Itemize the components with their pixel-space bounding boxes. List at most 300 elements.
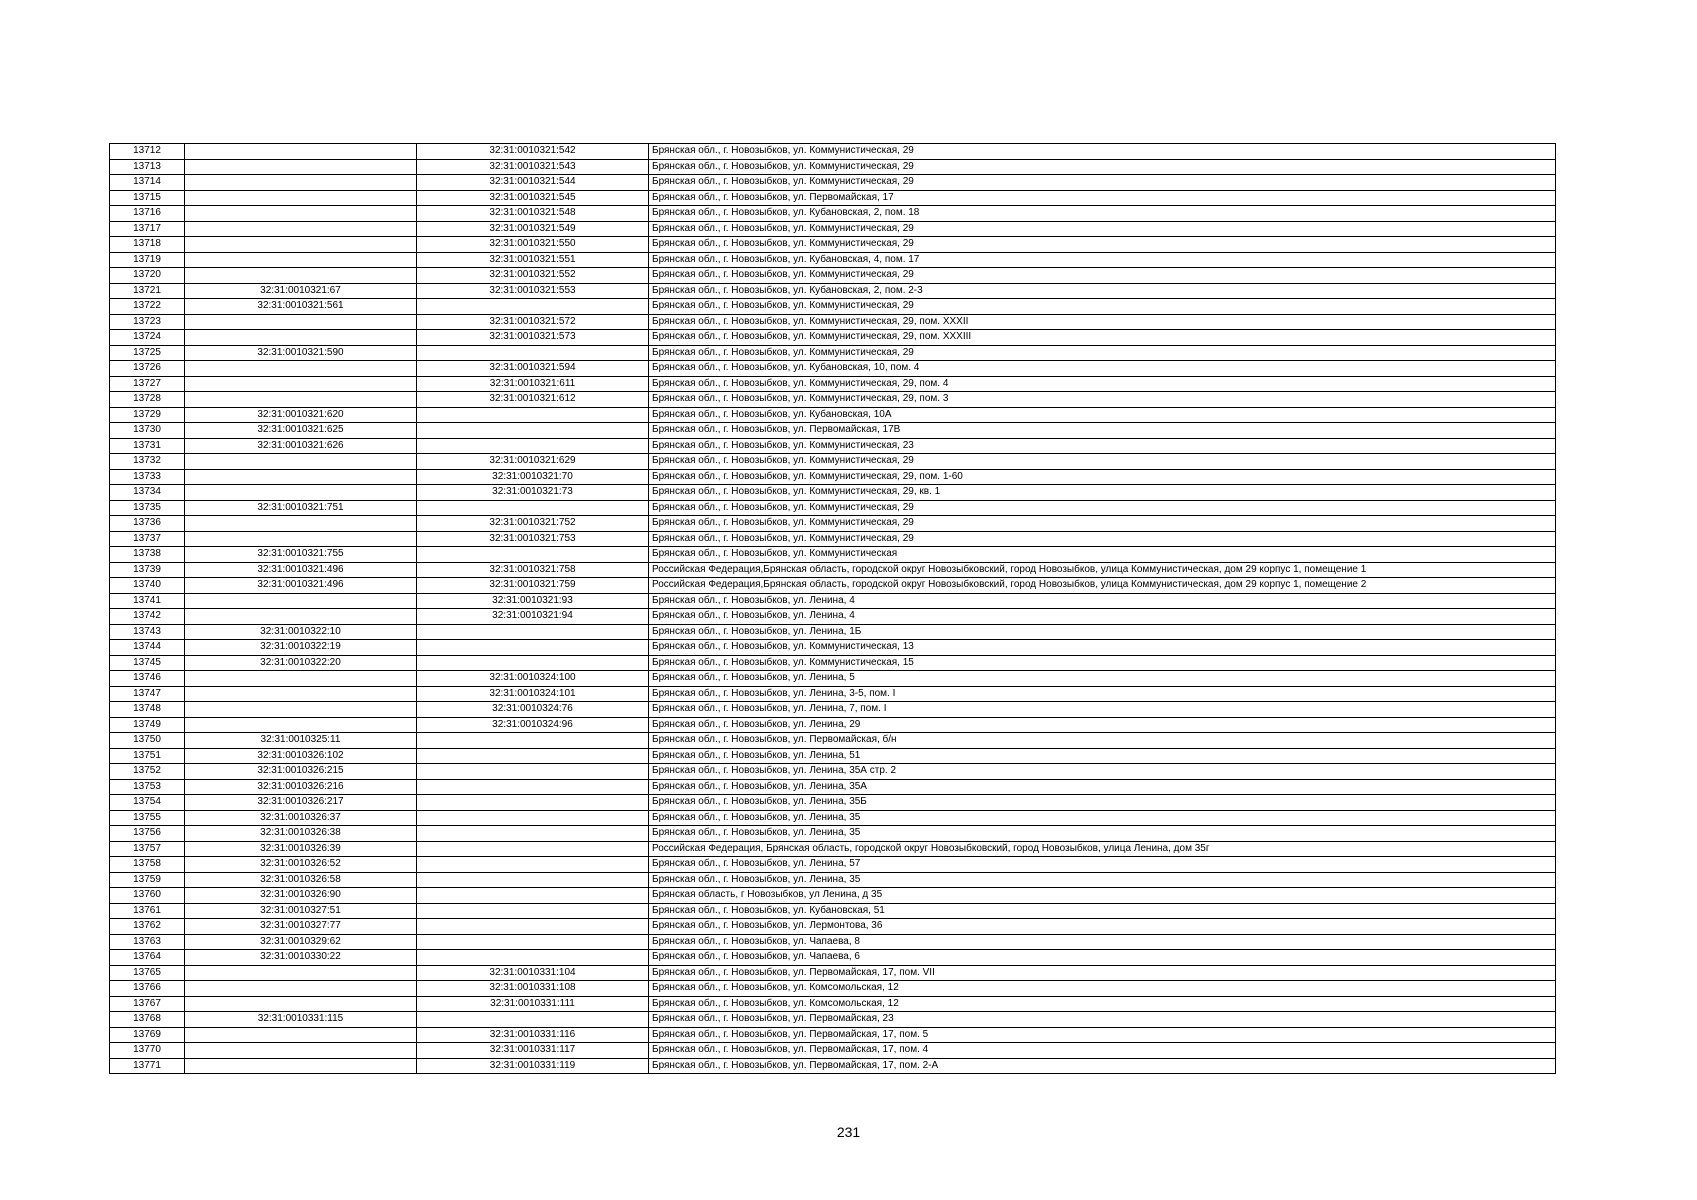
table-row	[110, 996, 1556, 1012]
row-number-cell: 13744	[110, 640, 185, 656]
object-number-cell	[417, 733, 649, 749]
table-row	[110, 965, 1556, 981]
address-cell: Брянская обл., г. Новозыбков, ул. Коммунистическая, 23	[649, 438, 1556, 454]
row-number-cell: 13725	[110, 345, 185, 361]
row-number-cell: 13754	[110, 795, 185, 811]
object-number-cell	[417, 950, 649, 966]
row-number-cell: 13758	[110, 857, 185, 873]
parcel-number-cell: 32:31:0010326:215	[185, 764, 417, 780]
table-row	[110, 438, 1556, 454]
address-cell: Брянская обл., г. Новозыбков, ул. Ленина, 4	[649, 609, 1556, 625]
row-number-cell: 13760	[110, 888, 185, 904]
address-cell: Брянская обл., г. Новозыбков, ул. Чапаева, 6	[649, 950, 1556, 966]
address-cell: Брянская обл., г. Новозыбков, ул. Ленина, 35А стр. 2	[649, 764, 1556, 780]
parcel-number-cell: 32:31:0010321:755	[185, 547, 417, 563]
parcel-number-cell: 32:31:0010326:38	[185, 826, 417, 842]
row-number-cell: 13717	[110, 221, 185, 237]
row-number-cell: 13722	[110, 299, 185, 315]
object-number-cell	[417, 640, 649, 656]
parcel-number-cell	[185, 144, 417, 160]
table-row	[110, 469, 1556, 485]
table-row	[110, 407, 1556, 423]
address-cell: Брянская обл., г. Новозыбков, ул. Коммунистическая, 29, пом. 1-60	[649, 469, 1556, 485]
object-number-cell: 32:31:0010321:759	[417, 578, 649, 594]
object-number-cell: 32:31:0010321:629	[417, 454, 649, 470]
parcel-number-cell	[185, 531, 417, 547]
address-cell: Брянская обл., г. Новозыбков, ул. Коммунистическая, 29	[649, 268, 1556, 284]
cadastral-table-body	[110, 144, 1556, 1074]
address-cell: Брянская обл., г. Новозыбков, ул. Коммунистическая, 29	[649, 500, 1556, 516]
object-number-cell: 32:31:0010321:552	[417, 268, 649, 284]
object-number-cell: 32:31:0010321:550	[417, 237, 649, 253]
parcel-number-cell	[185, 361, 417, 377]
row-number-cell: 13733	[110, 469, 185, 485]
address-cell: Брянская обл., г. Новозыбков, ул. Ленина, 35А	[649, 779, 1556, 795]
address-cell: Брянская обл., г. Новозыбков, ул. Ленина, 3-5, пом. I	[649, 686, 1556, 702]
table-row	[110, 206, 1556, 222]
parcel-number-cell	[185, 314, 417, 330]
object-number-cell: 32:31:0010321:544	[417, 175, 649, 191]
parcel-number-cell	[185, 330, 417, 346]
table-row	[110, 950, 1556, 966]
address-cell: Брянская обл., г. Новозыбков, ул. Первомайская, 23	[649, 1012, 1556, 1028]
row-number-cell: 13764	[110, 950, 185, 966]
table-row	[110, 919, 1556, 935]
table-row	[110, 1012, 1556, 1028]
row-number-cell: 13730	[110, 423, 185, 439]
object-number-cell	[417, 438, 649, 454]
parcel-number-cell	[185, 252, 417, 268]
object-number-cell: 32:31:0010321:94	[417, 609, 649, 625]
table-row	[110, 981, 1556, 997]
parcel-number-cell: 32:31:0010327:51	[185, 903, 417, 919]
parcel-number-cell: 32:31:0010326:90	[185, 888, 417, 904]
address-cell: Брянская обл., г. Новозыбков, ул. Ленина, 35	[649, 810, 1556, 826]
address-cell: Брянская обл., г. Новозыбков, ул. Коммунистическая, 29	[649, 144, 1556, 160]
row-number-cell: 13770	[110, 1043, 185, 1059]
address-cell: Брянская обл., г. Новозыбков, ул. Ленина, 35	[649, 826, 1556, 842]
table-row	[110, 392, 1556, 408]
address-cell: Брянская обл., г. Новозыбков, ул. Ленина, 35Б	[649, 795, 1556, 811]
row-number-cell: 13766	[110, 981, 185, 997]
object-number-cell	[417, 423, 649, 439]
row-number-cell: 13737	[110, 531, 185, 547]
parcel-number-cell: 32:31:0010326:39	[185, 841, 417, 857]
address-cell: Брянская обл., г. Новозыбков, ул. Чапаева, 8	[649, 934, 1556, 950]
table-row	[110, 624, 1556, 640]
table-row	[110, 299, 1556, 315]
address-cell: Брянская обл., г. Новозыбков, ул. Коммунистическая, 29, пом. XXXIII	[649, 330, 1556, 346]
parcel-number-cell	[185, 469, 417, 485]
object-number-cell	[417, 919, 649, 935]
table-row	[110, 283, 1556, 299]
address-cell: Брянская обл., г. Новозыбков, ул. Коммунистическая	[649, 547, 1556, 563]
table-row	[110, 144, 1556, 160]
row-number-cell: 13769	[110, 1027, 185, 1043]
parcel-number-cell: 32:31:0010321:496	[185, 578, 417, 594]
row-number-cell: 13720	[110, 268, 185, 284]
address-cell: Брянская обл., г. Новозыбков, ул. Коммунистическая, 13	[649, 640, 1556, 656]
row-number-cell: 13752	[110, 764, 185, 780]
table-row	[110, 748, 1556, 764]
parcel-number-cell	[185, 516, 417, 532]
object-number-cell	[417, 407, 649, 423]
table-row	[110, 671, 1556, 687]
object-number-cell: 32:31:0010331:104	[417, 965, 649, 981]
table-row	[110, 810, 1556, 826]
table-row	[110, 361, 1556, 377]
object-number-cell: 32:31:0010321:551	[417, 252, 649, 268]
table-row	[110, 578, 1556, 594]
row-number-cell: 13732	[110, 454, 185, 470]
object-number-cell	[417, 934, 649, 950]
table-row	[110, 345, 1556, 361]
table-row	[110, 593, 1556, 609]
address-cell: Брянская обл., г. Новозыбков, ул. Ленина, 5	[649, 671, 1556, 687]
address-cell: Брянская область, г Новозыбков, ул Ленина, д 35	[649, 888, 1556, 904]
address-cell: Брянская обл., г. Новозыбков, ул. Кубановская, 51	[649, 903, 1556, 919]
object-number-cell	[417, 299, 649, 315]
row-number-cell: 13712	[110, 144, 185, 160]
object-number-cell	[417, 779, 649, 795]
address-cell: Брянская обл., г. Новозыбков, ул. Ленина, 4	[649, 593, 1556, 609]
parcel-number-cell	[185, 392, 417, 408]
address-cell: Российская Федерация,Брянская область, городской округ Новозыбковский, город Новозыбков, улица Коммунистическая, дом 29 корпус 1, помещение 1	[649, 562, 1556, 578]
object-number-cell	[417, 888, 649, 904]
object-number-cell: 32:31:0010321:93	[417, 593, 649, 609]
address-cell: Брянская обл., г. Новозыбков, ул. Ленина, 35	[649, 872, 1556, 888]
parcel-number-cell	[185, 671, 417, 687]
object-number-cell: 32:31:0010321:548	[417, 206, 649, 222]
table-row	[110, 485, 1556, 501]
row-number-cell: 13761	[110, 903, 185, 919]
parcel-number-cell: 32:31:0010321:625	[185, 423, 417, 439]
address-cell: Брянская обл., г. Новозыбков, ул. Лермонтова, 36	[649, 919, 1556, 935]
row-number-cell: 13726	[110, 361, 185, 377]
row-number-cell: 13713	[110, 159, 185, 175]
object-number-cell: 32:31:0010321:542	[417, 144, 649, 160]
table-row	[110, 764, 1556, 780]
table-row	[110, 159, 1556, 175]
parcel-number-cell: 32:31:0010321:620	[185, 407, 417, 423]
object-number-cell: 32:31:0010321:612	[417, 392, 649, 408]
parcel-number-cell: 32:31:0010321:561	[185, 299, 417, 315]
row-number-cell: 13729	[110, 407, 185, 423]
table-row	[110, 190, 1556, 206]
table-row	[110, 1027, 1556, 1043]
parcel-number-cell	[185, 221, 417, 237]
row-number-cell: 13735	[110, 500, 185, 516]
parcel-number-cell	[185, 454, 417, 470]
cadastral-table	[109, 143, 1556, 1074]
parcel-number-cell: 32:31:0010329:62	[185, 934, 417, 950]
table-row	[110, 733, 1556, 749]
address-cell: Брянская обл., г. Новозыбков, ул. Коммунистическая, 29, кв. 1	[649, 485, 1556, 501]
row-number-cell: 13716	[110, 206, 185, 222]
address-cell: Брянская обл., г. Новозыбков, ул. Коммунистическая, 29	[649, 159, 1556, 175]
address-cell: Брянская обл., г. Новозыбков, ул. Коммунистическая, 29	[649, 516, 1556, 532]
address-cell: Брянская обл., г. Новозыбков, ул. Кубановская, 4, пом. 17	[649, 252, 1556, 268]
address-cell: Брянская обл., г. Новозыбков, ул. Комсомольская, 12	[649, 996, 1556, 1012]
table-row	[110, 609, 1556, 625]
address-cell: Брянская обл., г. Новозыбков, ул. Первомайская, 17, пом. 5	[649, 1027, 1556, 1043]
table-row	[110, 934, 1556, 950]
table-row	[110, 454, 1556, 470]
row-number-cell: 13739	[110, 562, 185, 578]
table-row	[110, 1043, 1556, 1059]
object-number-cell: 32:31:0010324:76	[417, 702, 649, 718]
parcel-number-cell: 32:31:0010322:20	[185, 655, 417, 671]
object-number-cell: 32:31:0010321:573	[417, 330, 649, 346]
parcel-number-cell: 32:31:0010321:751	[185, 500, 417, 516]
row-number-cell: 13750	[110, 733, 185, 749]
object-number-cell: 32:31:0010321:758	[417, 562, 649, 578]
parcel-number-cell	[185, 1058, 417, 1074]
address-cell: Брянская обл., г. Новозыбков, ул. Комсомольская, 12	[649, 981, 1556, 997]
object-number-cell: 32:31:0010321:549	[417, 221, 649, 237]
row-number-cell: 13763	[110, 934, 185, 950]
parcel-number-cell	[185, 485, 417, 501]
table-row	[110, 826, 1556, 842]
address-cell: Брянская обл., г. Новозыбков, ул. Ленина, 29	[649, 717, 1556, 733]
address-cell: Российская Федерация,Брянская область, городской округ Новозыбковский, город Новозыбков, улица Коммунистическая, дом 29 корпус 1, помещение 2	[649, 578, 1556, 594]
parcel-number-cell: 32:31:0010327:77	[185, 919, 417, 935]
row-number-cell: 13757	[110, 841, 185, 857]
parcel-number-cell	[185, 1027, 417, 1043]
row-number-cell: 13731	[110, 438, 185, 454]
object-number-cell: 32:31:0010321:73	[417, 485, 649, 501]
parcel-number-cell: 32:31:0010330:22	[185, 950, 417, 966]
address-cell: Брянская обл., г. Новозыбков, ул. Коммунистическая, 29, пом. 3	[649, 392, 1556, 408]
object-number-cell	[417, 903, 649, 919]
row-number-cell: 13753	[110, 779, 185, 795]
object-number-cell	[417, 547, 649, 563]
object-number-cell: 32:31:0010331:116	[417, 1027, 649, 1043]
parcel-number-cell	[185, 237, 417, 253]
address-cell: Брянская обл., г. Новозыбков, ул. Коммунистическая, 29, пом. XXXII	[649, 314, 1556, 330]
object-number-cell	[417, 764, 649, 780]
address-cell: Брянская обл., г. Новозыбков, ул. Кубановская, 2, пом. 2-3	[649, 283, 1556, 299]
parcel-number-cell	[185, 609, 417, 625]
parcel-number-cell	[185, 981, 417, 997]
row-number-cell: 13771	[110, 1058, 185, 1074]
parcel-number-cell	[185, 159, 417, 175]
address-cell: Брянская обл., г. Новозыбков, ул. Коммунистическая, 29	[649, 299, 1556, 315]
row-number-cell: 13759	[110, 872, 185, 888]
table-row	[110, 903, 1556, 919]
object-number-cell: 32:31:0010321:611	[417, 376, 649, 392]
parcel-number-cell: 32:31:0010321:67	[185, 283, 417, 299]
address-cell: Брянская обл., г. Новозыбков, ул. Коммунистическая, 29	[649, 237, 1556, 253]
row-number-cell: 13741	[110, 593, 185, 609]
parcel-number-cell: 32:31:0010326:216	[185, 779, 417, 795]
parcel-number-cell	[185, 965, 417, 981]
row-number-cell: 13768	[110, 1012, 185, 1028]
table-row	[110, 779, 1556, 795]
row-number-cell: 13723	[110, 314, 185, 330]
table-row	[110, 841, 1556, 857]
object-number-cell	[417, 795, 649, 811]
address-cell: Брянская обл., г. Новозыбков, ул. Ленина, 1Б	[649, 624, 1556, 640]
table-row	[110, 531, 1556, 547]
table-row	[110, 717, 1556, 733]
object-number-cell	[417, 500, 649, 516]
address-cell: Брянская обл., г. Новозыбков, ул. Коммунистическая, 29	[649, 175, 1556, 191]
row-number-cell: 13738	[110, 547, 185, 563]
row-number-cell: 13719	[110, 252, 185, 268]
object-number-cell	[417, 826, 649, 842]
parcel-number-cell: 32:31:0010326:52	[185, 857, 417, 873]
object-number-cell: 32:31:0010331:108	[417, 981, 649, 997]
parcel-number-cell	[185, 206, 417, 222]
object-number-cell: 32:31:0010331:119	[417, 1058, 649, 1074]
object-number-cell: 32:31:0010321:753	[417, 531, 649, 547]
address-cell: Брянская обл., г. Новозыбков, ул. Кубановская, 2, пом. 18	[649, 206, 1556, 222]
parcel-number-cell: 32:31:0010326:37	[185, 810, 417, 826]
object-number-cell	[417, 1012, 649, 1028]
object-number-cell: 32:31:0010331:111	[417, 996, 649, 1012]
object-number-cell	[417, 655, 649, 671]
address-cell: Брянская обл., г. Новозыбков, ул. Ленина, 51	[649, 748, 1556, 764]
parcel-number-cell	[185, 190, 417, 206]
object-number-cell: 32:31:0010324:101	[417, 686, 649, 702]
object-number-cell	[417, 841, 649, 857]
row-number-cell: 13727	[110, 376, 185, 392]
address-cell: Брянская обл., г. Новозыбков, ул. Первомайская, 17, пом. VII	[649, 965, 1556, 981]
table-row	[110, 268, 1556, 284]
address-cell: Брянская обл., г. Новозыбков, ул. Первомайская, 17	[649, 190, 1556, 206]
row-number-cell: 13736	[110, 516, 185, 532]
object-number-cell: 32:31:0010331:117	[417, 1043, 649, 1059]
table-row	[110, 314, 1556, 330]
row-number-cell: 13721	[110, 283, 185, 299]
table-row	[110, 330, 1556, 346]
object-number-cell: 32:31:0010321:543	[417, 159, 649, 175]
row-number-cell: 13740	[110, 578, 185, 594]
row-number-cell: 13746	[110, 671, 185, 687]
object-number-cell: 32:31:0010321:572	[417, 314, 649, 330]
object-number-cell: 32:31:0010321:70	[417, 469, 649, 485]
parcel-number-cell: 32:31:0010326:102	[185, 748, 417, 764]
parcel-number-cell	[185, 1043, 417, 1059]
parcel-number-cell	[185, 996, 417, 1012]
parcel-number-cell: 32:31:0010321:496	[185, 562, 417, 578]
row-number-cell: 13745	[110, 655, 185, 671]
address-cell: Брянская обл., г. Новозыбков, ул. Первомайская, б/н	[649, 733, 1556, 749]
table-row	[110, 500, 1556, 516]
table-row	[110, 655, 1556, 671]
address-cell: Брянская обл., г. Новозыбков, ул. Первомайская, 17, пом. 4	[649, 1043, 1556, 1059]
row-number-cell: 13718	[110, 237, 185, 253]
row-number-cell: 13767	[110, 996, 185, 1012]
object-number-cell: 32:31:0010321:553	[417, 283, 649, 299]
row-number-cell: 13749	[110, 717, 185, 733]
parcel-number-cell: 32:31:0010321:626	[185, 438, 417, 454]
object-number-cell: 32:31:0010321:752	[417, 516, 649, 532]
object-number-cell	[417, 857, 649, 873]
address-cell: Брянская обл., г. Новозыбков, ул. Коммунистическая, 15	[649, 655, 1556, 671]
row-number-cell: 13715	[110, 190, 185, 206]
table-row	[110, 221, 1556, 237]
row-number-cell: 13724	[110, 330, 185, 346]
address-cell: Брянская обл., г. Новозыбков, ул. Коммунистическая, 29	[649, 454, 1556, 470]
table-row	[110, 795, 1556, 811]
row-number-cell: 13747	[110, 686, 185, 702]
table-row	[110, 640, 1556, 656]
row-number-cell: 13765	[110, 965, 185, 981]
address-cell: Брянская обл., г. Новозыбков, ул. Кубановская, 10А	[649, 407, 1556, 423]
parcel-number-cell: 32:31:0010326:58	[185, 872, 417, 888]
parcel-number-cell: 32:31:0010321:590	[185, 345, 417, 361]
parcel-number-cell: 32:31:0010322:10	[185, 624, 417, 640]
table-row	[110, 237, 1556, 253]
parcel-number-cell: 32:31:0010325:11	[185, 733, 417, 749]
object-number-cell	[417, 748, 649, 764]
table-row	[110, 423, 1556, 439]
object-number-cell	[417, 345, 649, 361]
table-row	[110, 872, 1556, 888]
parcel-number-cell: 32:31:0010331:115	[185, 1012, 417, 1028]
address-cell: Брянская обл., г. Новозыбков, ул. Первомайская, 17В	[649, 423, 1556, 439]
address-cell: Брянская обл., г. Новозыбков, ул. Коммунистическая, 29	[649, 345, 1556, 361]
row-number-cell: 13728	[110, 392, 185, 408]
object-number-cell: 32:31:0010324:96	[417, 717, 649, 733]
table-row	[110, 175, 1556, 191]
parcel-number-cell	[185, 702, 417, 718]
table-row	[110, 252, 1556, 268]
parcel-number-cell: 32:31:0010322:19	[185, 640, 417, 656]
row-number-cell: 13756	[110, 826, 185, 842]
table-row	[110, 857, 1556, 873]
parcel-number-cell	[185, 717, 417, 733]
row-number-cell: 13751	[110, 748, 185, 764]
object-number-cell: 32:31:0010321:545	[417, 190, 649, 206]
table-row	[110, 888, 1556, 904]
page-number: 231	[836, 1124, 861, 1140]
table-row	[110, 376, 1556, 392]
object-number-cell	[417, 872, 649, 888]
address-cell: Российская Федерация, Брянская область, городской округ Новозыбковский, город Новозыбков, улица Ленина, дом 35г	[649, 841, 1556, 857]
row-number-cell: 13734	[110, 485, 185, 501]
row-number-cell: 13743	[110, 624, 185, 640]
table-row	[110, 686, 1556, 702]
row-number-cell: 13748	[110, 702, 185, 718]
parcel-number-cell	[185, 268, 417, 284]
table-row	[110, 516, 1556, 532]
object-number-cell: 32:31:0010324:100	[417, 671, 649, 687]
address-cell: Брянская обл., г. Новозыбков, ул. Ленина, 7, пом. I	[649, 702, 1556, 718]
parcel-number-cell	[185, 593, 417, 609]
address-cell: Брянская обл., г. Новозыбков, ул. Коммунистическая, 29	[649, 221, 1556, 237]
object-number-cell	[417, 624, 649, 640]
address-cell: Брянская обл., г. Новозыбков, ул. Коммунистическая, 29	[649, 531, 1556, 547]
parcel-number-cell	[185, 686, 417, 702]
table-row	[110, 702, 1556, 718]
address-cell: Брянская обл., г. Новозыбков, ул. Коммунистическая, 29, пом. 4	[649, 376, 1556, 392]
row-number-cell: 13742	[110, 609, 185, 625]
row-number-cell: 13755	[110, 810, 185, 826]
row-number-cell: 13762	[110, 919, 185, 935]
table-row	[110, 562, 1556, 578]
table-row	[110, 547, 1556, 563]
parcel-number-cell	[185, 376, 417, 392]
address-cell: Брянская обл., г. Новозыбков, ул. Первомайская, 17, пом. 2-А	[649, 1058, 1556, 1074]
parcel-number-cell	[185, 175, 417, 191]
row-number-cell: 13714	[110, 175, 185, 191]
address-cell: Брянская обл., г. Новозыбков, ул. Ленина, 57	[649, 857, 1556, 873]
table-row	[110, 1058, 1556, 1074]
address-cell: Брянская обл., г. Новозыбков, ул. Кубановская, 10, пом. 4	[649, 361, 1556, 377]
